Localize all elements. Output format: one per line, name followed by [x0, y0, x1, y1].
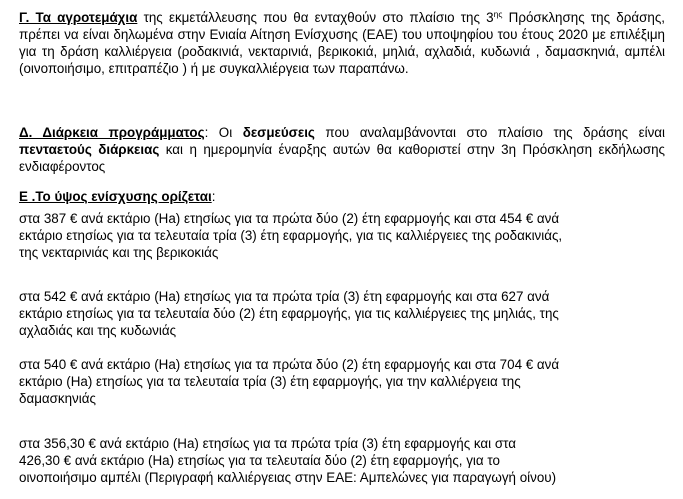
support-paragraph-3 — [19, 356, 559, 407]
support-4-line-2: 426,30 € ανά εκτάριο (Ha) ετησίως για τα τελευταία δύο (2) έτη εφαρμογής, για το — [19, 453, 500, 468]
support-3-line-1: στα 540 € ανά εκτάριο (Ha) ετησίως για τα πρώτα δύο (2) έτη εφαρμογής και στα 704 € ανά — [19, 357, 560, 372]
section-g-text-1: της εκμετάλλευσης που θα ενταχθούν στο πλαίσιο της 3 — [137, 10, 494, 25]
section-d-text-2: που αναλαμβάνονται στο πλαίσιο της δράσης είναι — [314, 125, 665, 140]
section-d-text-1: : Οι — [204, 125, 243, 140]
support-3-line-2: εκτάριο (Ha) ετησίως για τα τελευταία τρία (3) έτη εφαρμογής, για την καλλιέργεια της — [19, 374, 521, 389]
support-2-line-1: στα 542 € ανά εκτάριο (Ha) ετησίως για τα πρώτα τρία (3) έτη εφαρμογής και στα 627 ανά — [19, 289, 550, 304]
section-g-text-2: Πρόσκλησης της δράσης, πρέπει να είναι δηλωμένα στην Ενιαία Αίτηση Ενίσχυσης (ΕΑΕ) του υποψηφίου του έτους 2020 με επιλέξιμη για τη δράση καλλιέργεια (ροδακινιά, νεκταρινιά, βερικοκιά, μηλιά, αχλαδιά, κυδωνιά , δαμασκηνιά, αμπέλι (οινοποιήσιμο, επιτραπέζιο ) ή με συγκαλλιέργεια των παραπάνω. — [19, 10, 665, 76]
section-e-heading: Ε .Το ύψος ενίσχυσης ορίζεται — [19, 189, 212, 204]
section-g-heading: Γ. Τα αγροτεμάχια — [19, 10, 138, 25]
support-1-line-2: εκτάριο ετησίως για τα τελευταία τρία (3) έτη εφαρμογής, για τις καλλιέργειες της ροδακινιάς, — [19, 228, 563, 243]
support-2-line-3: αχλαδιάς και της κυδωνιάς — [19, 323, 177, 338]
support-4-line-1: στα 356,30 € ανά εκτάριο (Ha) ετησίως για τα πρώτα τρία (3) έτη εφαρμογής και στα — [19, 436, 516, 451]
section-e-heading-line — [19, 188, 215, 205]
support-1-line-3: της νεκταρινιάς και της βερικοκιάς — [19, 245, 219, 260]
section-d-bold-2: πενταετούς διάρκειας — [19, 142, 160, 157]
section-e-colon: : — [211, 189, 216, 204]
section-d-paragraph — [19, 124, 665, 175]
section-g-paragraph — [19, 9, 665, 77]
support-paragraph-4 — [19, 435, 556, 486]
section-d-text-3: και η ημερομηνία έναρξης αυτών θα καθοριστεί στην 3η Πρόσκληση εκδήλωσης ενδιαφέροντος — [19, 142, 665, 174]
support-3-line-3: δαμασκηνιάς — [19, 391, 96, 406]
support-2-line-2: εκτάριο ετησίως για τα τελευταία δύο (2) έτη εφαρμογής, για τις καλλιέργειες της μηλιάς, της — [19, 306, 559, 321]
support-4-line-3: οινοποιήσιμο αμπέλι (Περιγραφή καλλιέργειας στην ΕΑΕ: Αμπελώνες για παραγωγή οίνου) — [19, 470, 557, 485]
section-d-bold-1: δεσμεύσεις — [242, 125, 315, 140]
support-paragraph-2 — [19, 288, 559, 339]
section-d-heading: Δ. Διάρκεια προγράμματος — [19, 125, 205, 140]
support-paragraph-1 — [19, 210, 562, 261]
section-g-superscript: ης — [493, 9, 503, 19]
support-1-line-1: στα 387 € ανά εκτάριο (Ha) ετησίως για τα πρώτα δύο (2) έτη εφαρμογής και στα 454 € ανά — [19, 211, 560, 226]
